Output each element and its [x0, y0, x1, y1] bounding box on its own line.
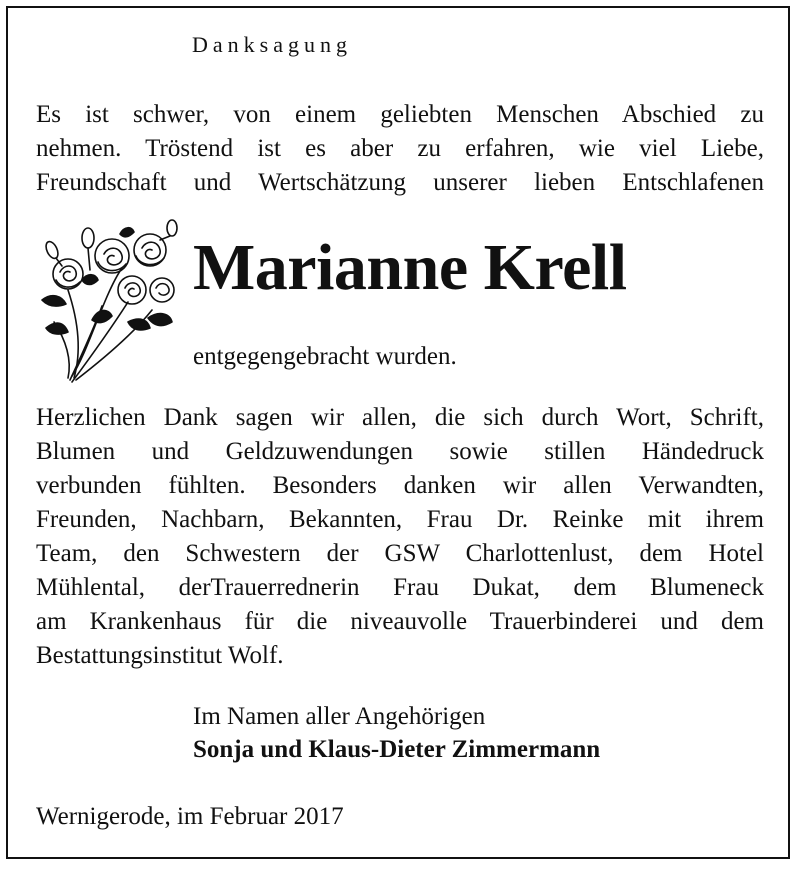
signer-names: Sonja und Klaus-Dieter Zimmermann: [193, 736, 601, 763]
thanks-paragraph: [36, 401, 764, 673]
thanks-line: Bestattungsinstitut Wolf.: [36, 642, 284, 669]
thanks-line: Mühlental, derTrauerrednerin Frau Dukat, dem Blumeneck: [36, 574, 764, 601]
thanks-line: Freunden, Nachbarn, Bekannten, Frau Dr. Reinke mit ihrem: [36, 506, 764, 533]
thanks-line: am Krankenhaus für die niveauvolle Trauerbinderei und dem: [36, 608, 764, 635]
deceased-name: Marianne Krell: [193, 231, 627, 304]
thanks-line: Team, den Schwestern der GSW Charlottenlust, dem Hotel: [36, 540, 764, 567]
intro-line: nehmen. Tröstend ist es aber zu erfahren, wie viel Liebe,: [36, 135, 764, 162]
intro-paragraph: [36, 98, 764, 200]
thanks-line: verbunden fühlten. Besonders danken wir allen Verwandten,: [36, 472, 764, 499]
signoff-line: Im Namen aller Angehörigen: [193, 703, 486, 730]
intro-line: Es ist schwer, von einem geliebten Menschen Abschied zu: [36, 101, 764, 128]
rose-bouquet-icon: [32, 210, 182, 386]
conveyed-text: entgegengebracht wurden.: [193, 343, 457, 370]
thanks-line: Blumen und Geldzuwendungen sowie stillen Händedruck: [36, 438, 764, 465]
place-date: Wernigerode, im Februar 2017: [36, 803, 344, 830]
notice-heading: Danksagung: [192, 32, 352, 57]
thanks-line: Herzlichen Dank sagen wir allen, die sich durch Wort, Schrift,: [36, 404, 764, 431]
intro-line: Freundschaft und Wertschätzung unserer lieben Entschlafenen: [36, 169, 764, 196]
